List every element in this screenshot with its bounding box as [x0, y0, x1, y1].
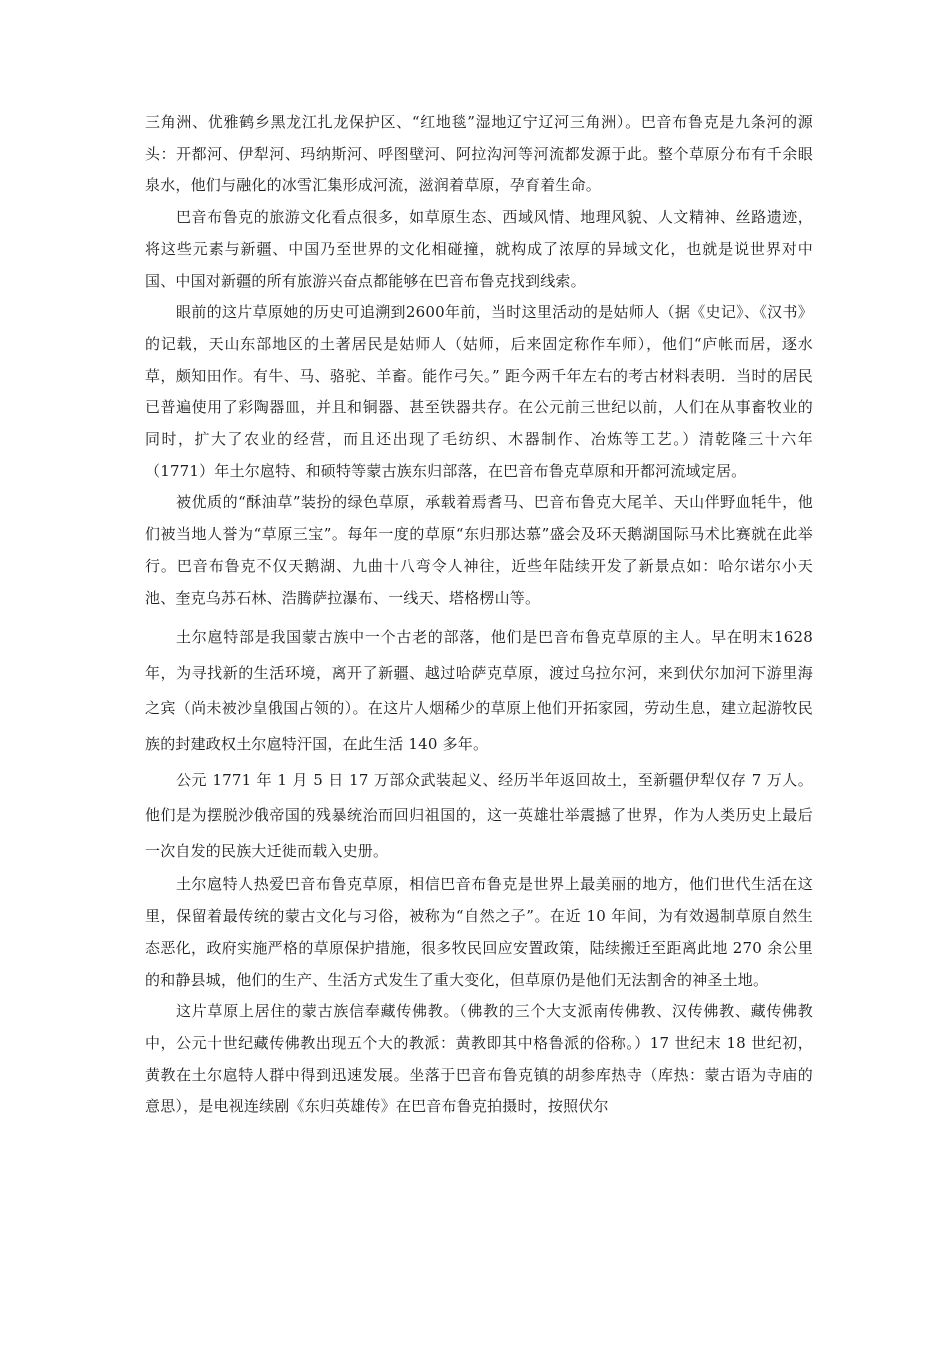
paragraph-4: 被优质的“酥油草”装扮的绿色草原，承载着焉耆马、巴音布鲁克大尾羊、天山伴野血牦牛，他们被当地人誉为“草原三宝”。每年一度的草原“东归那达慕”盛会及环天鹅湖国际马术比赛就在此举行。巴音布鲁克不仅天鹅湖、九曲十八弯令人神往，近些年陆续开发了新景点如：哈尔诺尔小天池、奎克乌苏石林、浩腾萨拉瀑布、一线天、塔格楞山等。 [145, 493, 813, 607]
paragraph-5: 土尔扈特部是我国蒙古族中一个古老的部落，他们是巴音布鲁克草原的主人。早在明末1628 年，为寻找新的生活环境，离开了新疆、越过哈萨克草原，渡过乌拉尔河，来到伏尔加河下游里海之宾（尚未被沙皇俄国占领的）。在这片人烟稀少的草原上他们开拓家园，劳动生息，建立起游牧民族的封建政权土尔扈特汗国，在此生活 140 多年。 [145, 628, 813, 754]
paragraph-2: 巴音布鲁克的旅游文化看点很多，如草原生态、西域风情、地理风貌、人文精神、丝路遗迹，将这些元素与新疆、中国乃至世界的文化相碰撞，就构成了浓厚的异域文化，也就是说世界对中国、中国对新疆的所有旅游兴奋点都能够在巴音布鲁克找到线索。 [145, 208, 813, 290]
paragraph-1: 三角洲、优雅鹤乡黑龙江扎龙保护区、“红地毯”湿地辽宁辽河三角洲）。巴音布鲁克是九条河的源头：开都河、伊犁河、玛纳斯河、呼图壁河、阿拉沟河等河流都发源于此。整个草原分布有千余眼泉水，他们与融化的冰雪汇集形成河流，滋润着草原，孕育着生命。 [145, 113, 813, 195]
paragraph-3: 眼前的这片草原她的历史可追溯到2600年前，当时这里活动的是姑师人（据《史记》、《汉书》的记载，天山东部地区的土著居民是姑师人（姑师，后来固定称作车师），他们“庐帐而居，逐水草，颇知田作。有牛、马、骆驼、羊畜。能作弓矢。” 距今两千年左右的考古材料表明．当时的居民已普遍使用了彩陶器皿，并且和铜器、甚至铁器共存。在公元前三世纪以前，人们在从事畜牧业的同时，扩大了农业的经营，而且还出现了毛纺织、木器制作、冶炼等工艺。）清乾隆三十六年（1771）年土尔扈特、和硕特等蒙古族东归部落，在巴音布鲁克草原和开都河流域定居。 [145, 303, 813, 480]
paragraph-7: 土尔扈特人热爱巴音布鲁克草原，相信巴音布鲁克是世界上最美丽的地方，他们世代生活在这里，保留着最传统的蒙古文化与习俗，被称为“自然之子”。在近 10 年间，为有效遏制草原自然生态恶化，政府实施严格的草原保护措施，很多牧民回应安置政策，陆续搬迁至距离此地 270 余公里的和静县城，他们的生产、生活方式发生了重大变化，但草原仍是他们无法割舍的神圣土地。 [145, 875, 813, 989]
paragraph-6: 公元 1771 年 1 月 5 日 17 万部众武装起义、经历半年返回故土，至新疆伊犁仅存 7 万人。他们是为摆脱沙俄帝国的残暴统治而回归祖国的，这一英雄壮举震撼了世界，作为人类历史上最后一次自发的民族大迁徙而载入史册。 [145, 770, 813, 860]
paragraph-8: 这片草原上居住的蒙古族信奉藏传佛教。（佛教的三个大支派南传佛教、汉传佛教、藏传佛教中，公元十世纪藏传佛教出现五个大的教派：黄教即其中格鲁派的俗称。）17 世纪末 18 世纪初，黄教在土尔扈特人群中得到迅速发展。坐落于巴音布鲁克镇的胡参库热寺（库热：蒙古语为寺庙的意思），是电视连续剧《东归英雄传》在巴音布鲁克拍摄时，按照伏尔 [145, 1002, 813, 1116]
body-text [145, 107, 813, 1123]
